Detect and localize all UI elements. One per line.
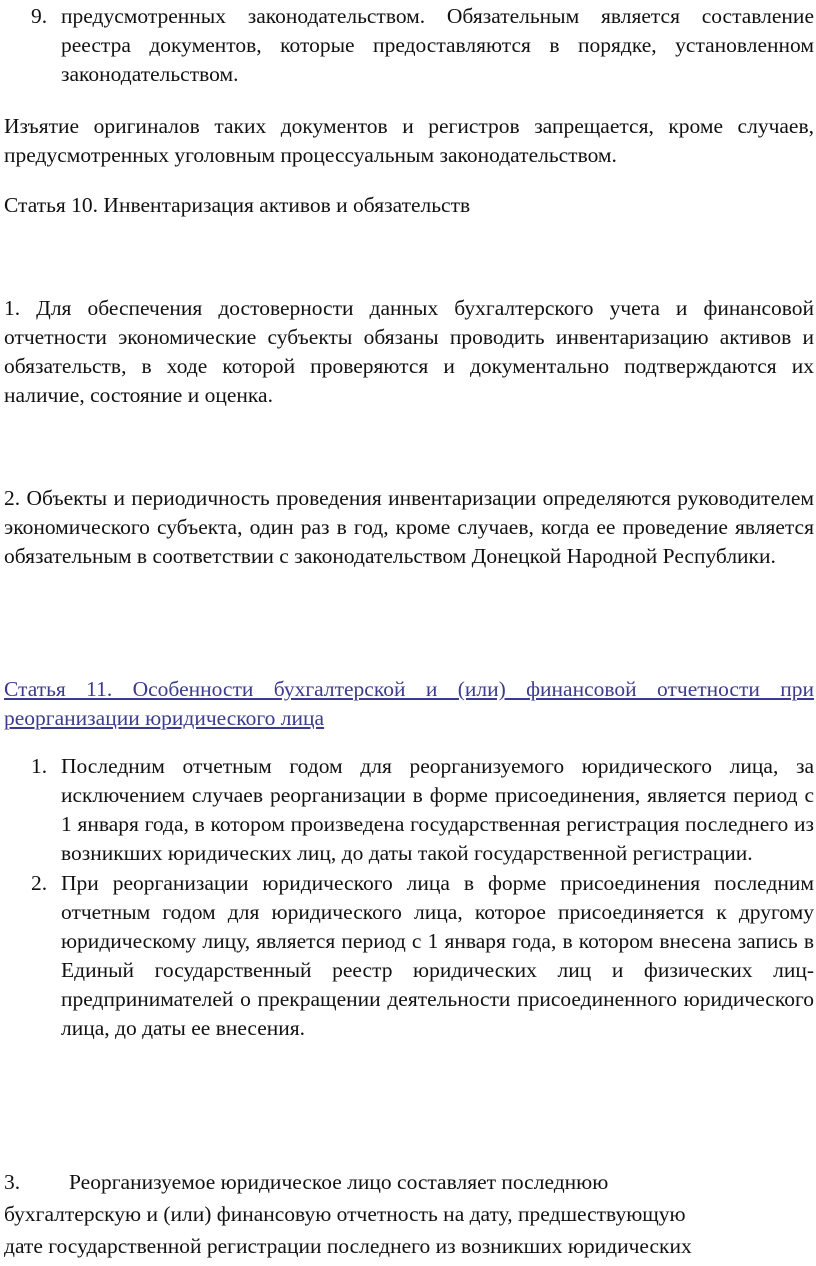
article-10-heading: Статья 10. Инвентаризация активов и обязательств [4, 193, 471, 217]
list-item [4, 869, 814, 1043]
article-11-list [4, 752, 814, 1043]
paragraph-line: дате государственной регистрации последнего из возникших юридических [4, 1234, 692, 1258]
paragraph-number: 3. [4, 1170, 21, 1194]
list-item [4, 752, 814, 868]
list-item-text: предусмотренных законодательством. Обязательным является составление реестра документов, которые предоставляются в порядке, установленном законодательством. [61, 4, 814, 86]
list-number: 1. [31, 754, 48, 778]
list-number: 9. [31, 4, 48, 28]
article-11-link[interactable]: Статья 11. Особенности бухгалтерской и (или) финансовой отчетности при реорганизации юридического лица [4, 677, 814, 730]
list-item-9 [4, 2, 814, 89]
article-10-paragraph-1: 1. Для обеспечения достоверности данных бухгалтерского учета и финансовой отчетности экономические субъекты обязаны проводить инвентаризацию активов и обязательств, в ходе которой проверяются и документально подтверждаются их наличие, состояние и оценка. [4, 296, 814, 407]
paragraph-line: бухгалтерскую и (или) финансовую отчетность на дату, предшествующую [4, 1202, 686, 1226]
paragraph-withdrawal: Изъятие оригиналов таких документов и регистров запрещается, кроме случаев, предусмотренных уголовным процессуальным законодательством. [4, 114, 814, 167]
article-10-paragraph-2: 2. Объекты и периодичность проведения инвентаризации определяются руководителем экономического субъекта, один раз в год, кроме случаев, когда ее проведение является обязательным в соответствии с законодательством Донецкой Народной Республики. [4, 486, 814, 568]
paragraph-line: Реорганизуемое юридическое лицо составляет последнюю [69, 1170, 609, 1194]
list-item-text: Последним отчетным годом для реорганизуемого юридического лица, за исключением случаев реорганизации в форме присоединения, является период с 1 января года, в котором произведена государственная регистрация последнего из возникших юридических лиц, до даты такой государственной регистрации. [61, 754, 814, 865]
list-number: 2. [31, 871, 48, 895]
article-11-paragraph-3 [4, 1166, 814, 1262]
list-item-text: При реорганизации юридического лица в форме присоединения последним отчетным годом для юридического лица, которое присоединяется к другому юридическому лицу, является период с 1 января года, в котором внесена запись в Единый государственный реестр юридических лиц и физических лиц-предпринимателей о прекращении деятельности присоединенного юридического лица, до даты ее внесения. [61, 871, 814, 1040]
